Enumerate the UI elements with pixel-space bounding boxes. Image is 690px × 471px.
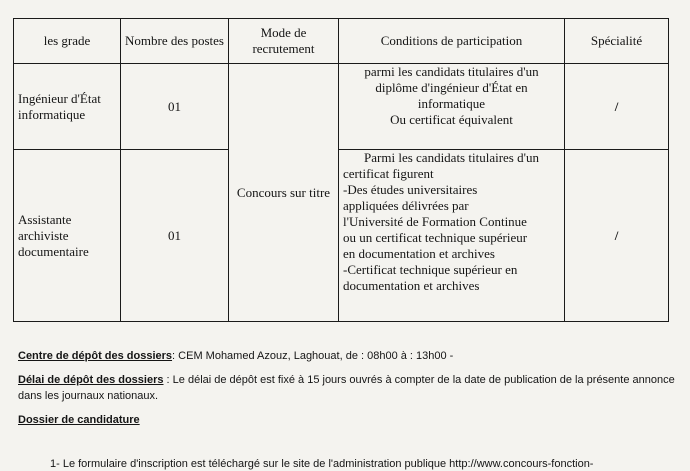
grade-cell: Ingénieur d'État informatique <box>14 64 121 150</box>
nombre-cell: 01 <box>121 150 229 322</box>
recruitment-table <box>13 18 669 322</box>
notes-section <box>18 348 678 436</box>
mode-cell: Concours sur titre <box>229 64 339 322</box>
header-grade: les grade <box>14 19 121 64</box>
table-row <box>14 150 669 322</box>
delai-label: Délai de dépôt des dossiers <box>18 374 164 386</box>
condition-line: appliquées délivrées par <box>343 198 469 213</box>
condition-line: informatique <box>417 96 486 111</box>
table-header-row <box>14 19 669 64</box>
header-conditions: Conditions de participation <box>339 19 565 64</box>
conditions-cell <box>339 64 565 150</box>
specialite-cell: / <box>565 150 669 322</box>
table-row <box>14 64 669 150</box>
header-mode: Mode de recrutement <box>229 19 339 64</box>
condition-line: Ou certificat équivalent <box>390 112 513 127</box>
header-specialite: Spécialité <box>565 19 669 64</box>
condition-line: diplôme d'ingénieur d'État en <box>375 80 528 95</box>
cut-off-line: 1- Le formulaire d'inscription est téléchargé sur le site de l'administration publique http://www.concours-fonction- <box>50 458 594 470</box>
condition-line: certificat figurent <box>343 166 434 181</box>
delai-text: : Le délai de dépôt est fixé à 15 jours ouvrés à compter de la date de publication de la présente annonce dans les journaux nationaux. <box>18 374 675 402</box>
delai-paragraph <box>18 372 678 404</box>
centre-text: : CEM Mohamed Azouz, Laghouat, de : 08h00 à : 13h00 - <box>172 350 454 362</box>
condition-line: en documentation et archives <box>343 246 495 261</box>
condition-line: -Certificat technique supérieur en <box>343 262 518 277</box>
nombre-cell: 01 <box>121 64 229 150</box>
grade-cell: Assistante archiviste documentaire <box>14 150 121 322</box>
dossier-label: Dossier de candidature <box>18 414 140 426</box>
condition-line: ou un certificat technique supérieur <box>343 230 528 245</box>
condition-line: l'Université de Formation Continue <box>343 214 527 229</box>
condition-line: Parmi les candidats titulaires d'un <box>364 150 539 165</box>
specialite-cell: / <box>565 64 669 150</box>
conditions-cell <box>339 150 565 322</box>
header-nombre: Nombre des postes <box>121 19 229 64</box>
condition-line: -Des études universitaires <box>343 182 478 197</box>
centre-paragraph <box>18 348 678 364</box>
dossier-paragraph <box>18 412 678 428</box>
condition-line: parmi les candidats titulaires d'un <box>364 64 539 79</box>
centre-label: Centre de dépôt des dossiers <box>18 350 173 362</box>
condition-line: documentation et archives <box>343 278 480 293</box>
